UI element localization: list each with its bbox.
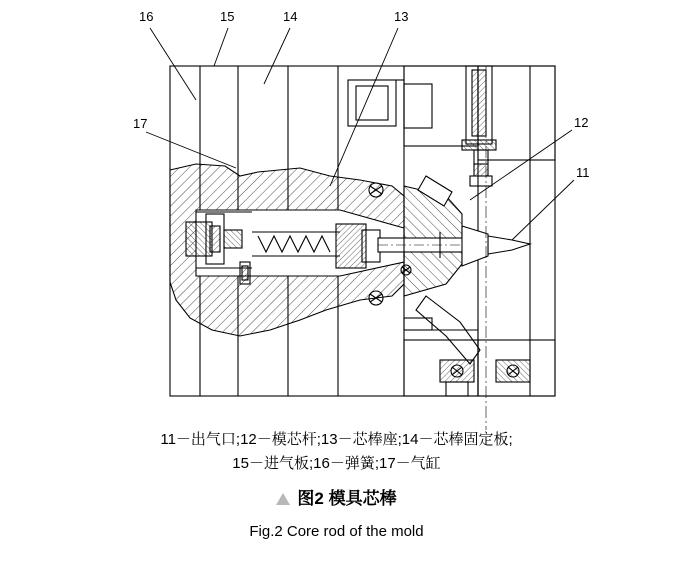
callout-11: 11 bbox=[576, 165, 590, 180]
figure-title-cn: 图2 模具芯棒 bbox=[297, 489, 397, 508]
callout-16: 16 bbox=[139, 9, 154, 24]
legend-line-2: 15－进气板;16－弹簧;17－气缸 bbox=[232, 455, 441, 472]
figure-title-row bbox=[0, 488, 673, 510]
callout-14: 14 bbox=[283, 9, 298, 24]
callout-12: 12 bbox=[574, 115, 589, 130]
figure-caption bbox=[0, 428, 673, 542]
figure-title-en: Fig.2 Core rod of the mold bbox=[249, 523, 424, 540]
callout-13: 13 bbox=[394, 9, 409, 24]
legend-line-1: 11－出气口;12－模芯杆;13－芯棒座;14－芯棒固定板; bbox=[160, 431, 513, 448]
callout-15: 15 bbox=[220, 9, 235, 24]
triangle-marker-icon bbox=[276, 493, 290, 505]
callout-17: 17 bbox=[133, 116, 148, 131]
